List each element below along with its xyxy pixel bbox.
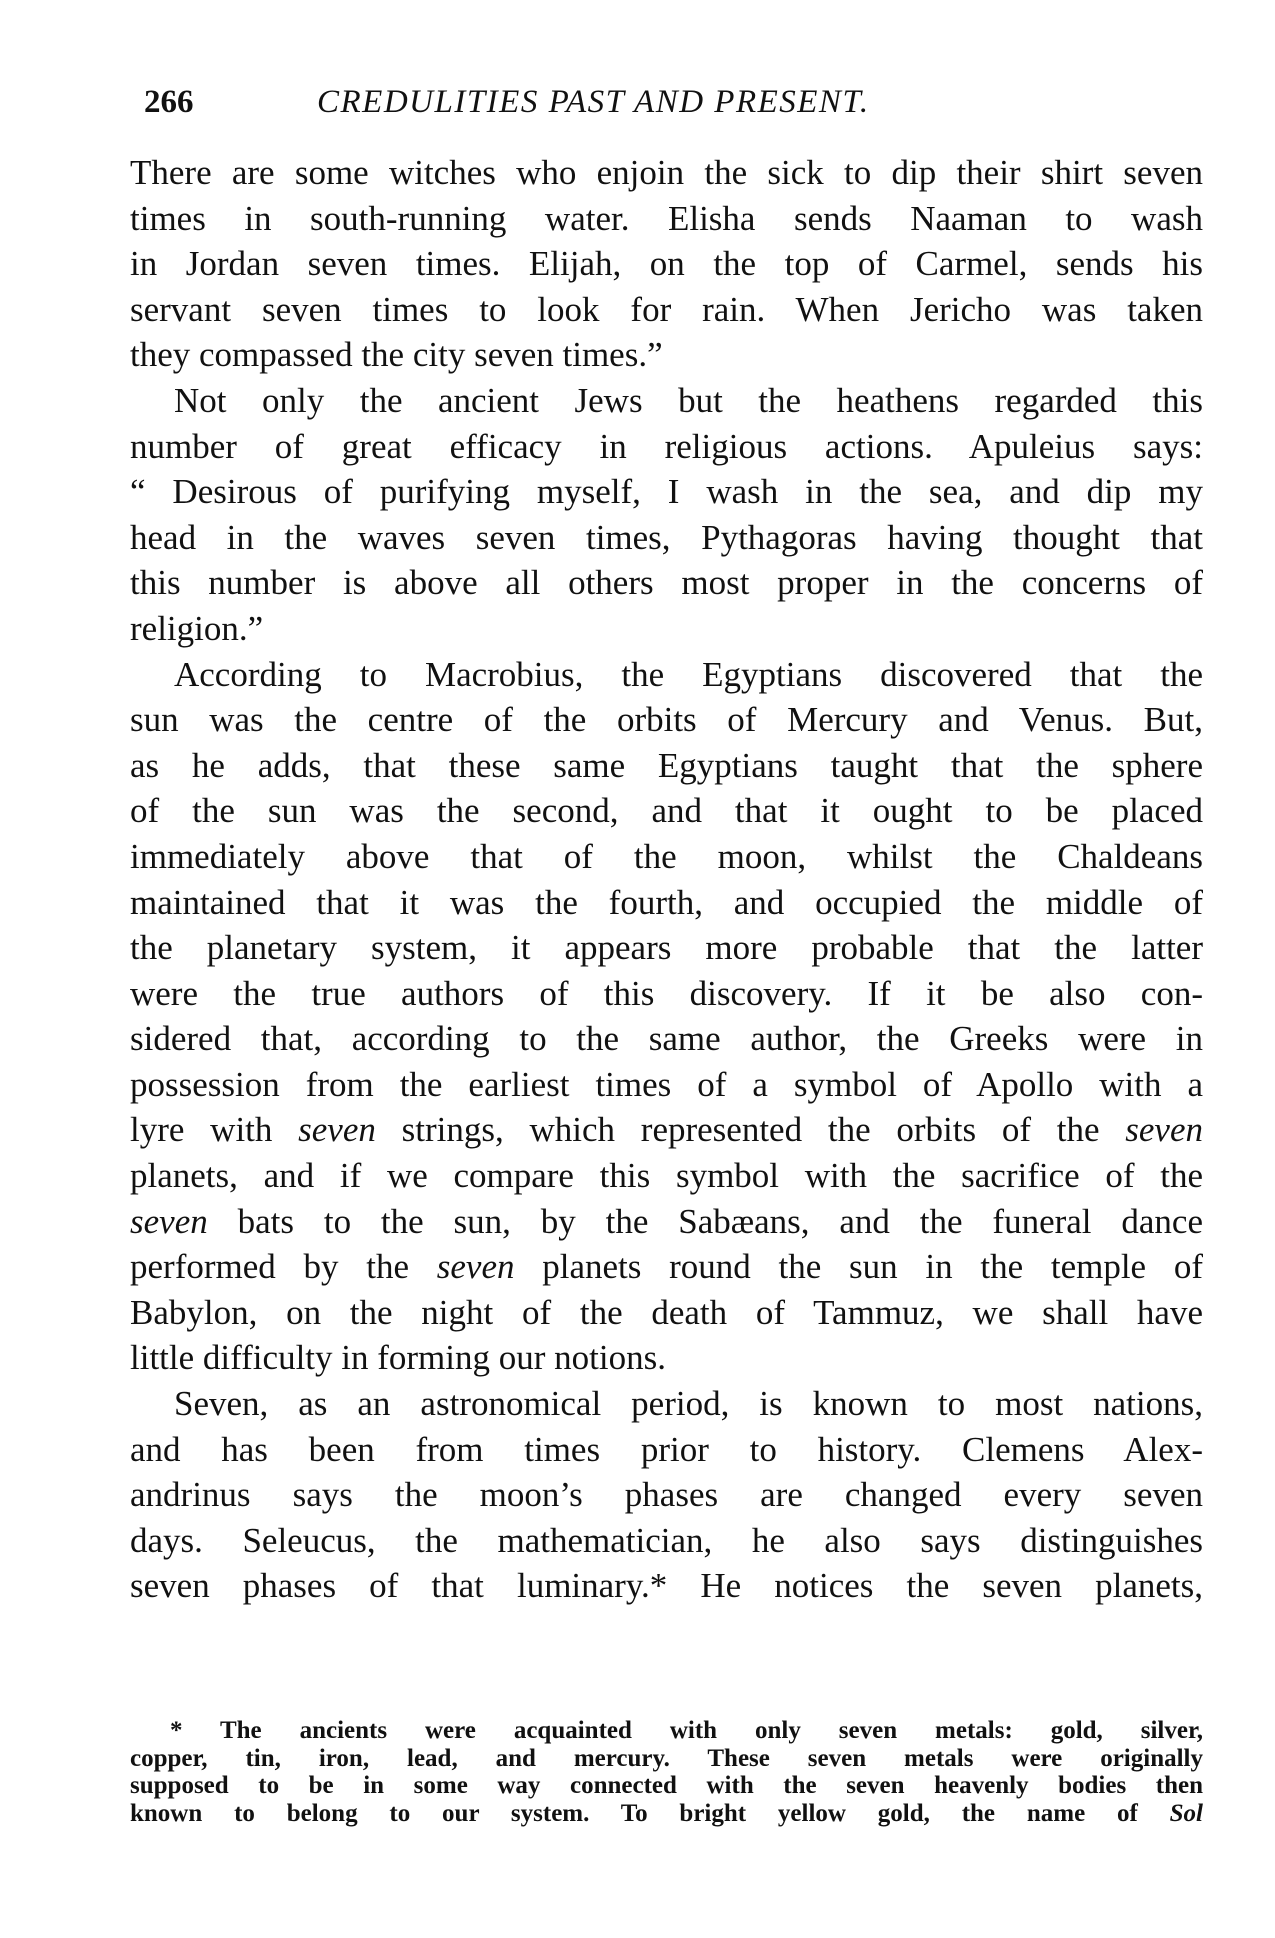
text-line: servant seven times to look for rain. When Jericho was taken xyxy=(130,289,1203,329)
text-line: sun was the centre of the orbits of Mercury and Venus. But, xyxy=(130,700,1203,740)
text-line: this number is above all others most proper in the concerns of xyxy=(130,563,1203,603)
body-text xyxy=(130,150,1203,1609)
text-line: as he adds, that these same Egyptians taught that the sphere xyxy=(130,745,1203,785)
text-line: performed by the seven planets round the sun in the temple of xyxy=(130,1247,1203,1287)
text-line: little difficulty in forming our notions. xyxy=(130,1338,666,1378)
running-title: CREDULITIES PAST AND PRESENT. xyxy=(317,84,870,120)
page-number: 266 xyxy=(144,84,194,120)
text-line: According to Macrobius, the Egyptians discovered that the xyxy=(174,654,1203,694)
text-line: the planetary system, it appears more probable that the latter xyxy=(130,928,1203,968)
italic-word: seven xyxy=(436,1247,515,1287)
text-line: and has been from times prior to history. Clemens Alex- xyxy=(130,1429,1203,1469)
text-line: maintained that it was the fourth, and occupied the middle of xyxy=(130,882,1203,922)
text-line: were the true authors of this discovery. If it be also con- xyxy=(130,973,1203,1013)
text-line: There are some witches who enjoin the sick to dip their shirt seven xyxy=(130,153,1203,192)
footnote-line: * The ancients were acquainted with only seven metals: gold, silver, xyxy=(170,1717,1203,1744)
text-line: andrinus says the moon’s phases are changed every seven xyxy=(130,1475,1203,1515)
italic-word: seven xyxy=(298,1110,376,1150)
text-line: seven phases of that luminary.* He notices the seven planets, xyxy=(130,1566,1203,1606)
text-line: planets, and if we compare this symbol with the sacrifice of the xyxy=(130,1156,1203,1196)
text-line: Babylon, on the night of the death of Tammuz, we shall have xyxy=(130,1292,1203,1332)
text-line: “ Desirous of purifying myself, I wash in the sea, and dip my xyxy=(130,472,1203,512)
running-head xyxy=(130,78,1210,128)
text-line: possession from the earliest times of a symbol of Apollo with a xyxy=(130,1064,1203,1104)
text-line: sidered that, according to the same author, the Greeks were in xyxy=(130,1019,1203,1059)
text-line: times in south-running water. Elisha sends Naaman to wash xyxy=(130,198,1203,238)
text-line: head in the waves seven times, Pythagoras having thought that xyxy=(130,517,1203,557)
footnote xyxy=(130,1717,1203,1827)
italic-word: seven xyxy=(130,1201,208,1241)
text-line: number of great efficacy in religious actions. Apuleius says: xyxy=(130,426,1203,466)
footnote-line: copper, tin, iron, lead, and mercury. These seven metals were originally xyxy=(130,1744,1203,1772)
text-line: religion.” xyxy=(130,608,264,648)
italic-word: Sol xyxy=(1169,1799,1203,1827)
text-line: days. Seleucus, the mathematician, he also says distinguishes xyxy=(130,1520,1203,1560)
text-line: seven bats to the sun, by the Sabæans, and the funeral dance xyxy=(130,1201,1203,1241)
text-line: immediately above that of the moon, whilst the Chaldeans xyxy=(130,836,1203,876)
text-line: they compassed the city seven times.” xyxy=(130,335,663,375)
text-line: Not only the ancient Jews but the heathens regarded this xyxy=(174,380,1203,420)
text-line: in Jordan seven times. Elijah, on the top of Carmel, sends his xyxy=(130,244,1203,284)
text-line: lyre with seven strings, which represented the orbits of the seven xyxy=(130,1110,1203,1150)
footnote-line: supposed to be in some way connected with the seven heavenly bodies then xyxy=(130,1772,1203,1799)
footnote-line: known to belong to our system. To bright yellow gold, the name of Sol xyxy=(130,1799,1203,1827)
text-line: of the sun was the second, and that it ought to be placed xyxy=(130,791,1203,831)
text-line: Seven, as an astronomical period, is known to most nations, xyxy=(174,1384,1203,1424)
italic-word: seven xyxy=(1125,1110,1203,1150)
